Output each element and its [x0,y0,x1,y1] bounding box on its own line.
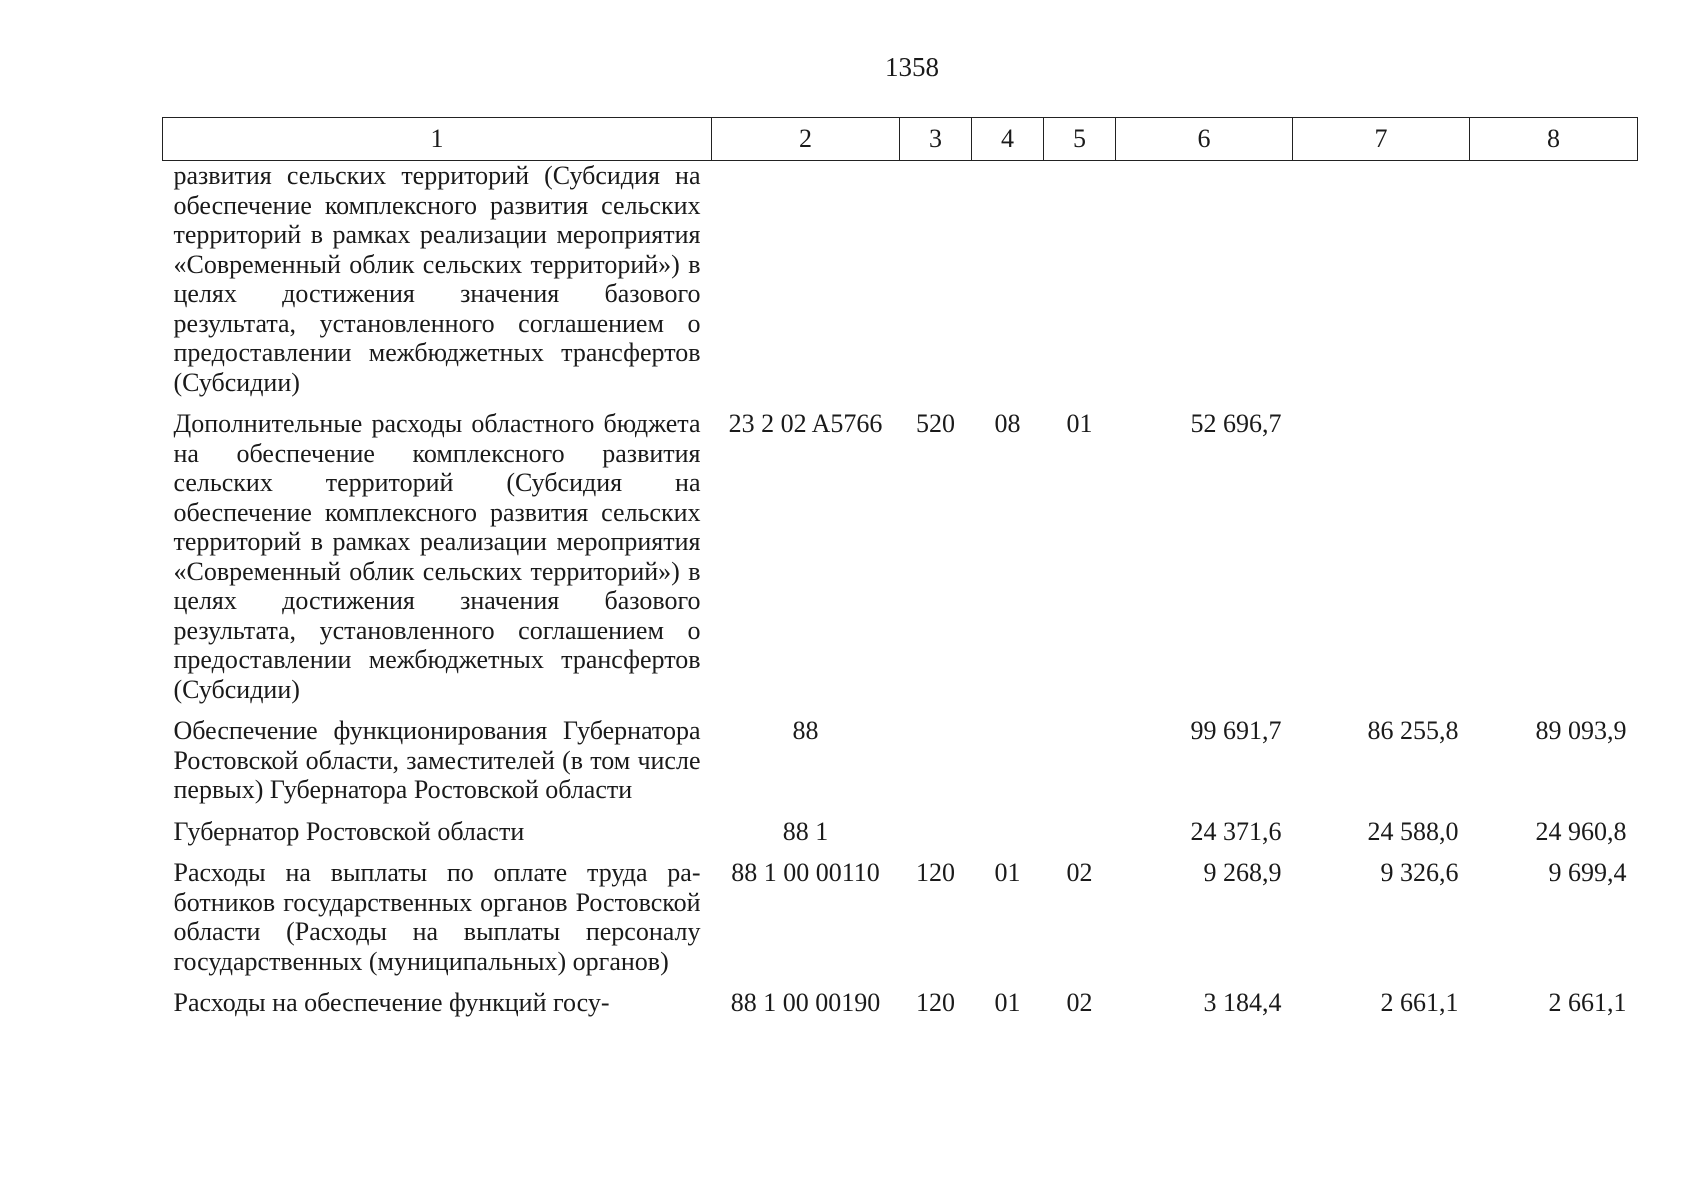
row-amount-col7: 9 326,6 [1380,858,1459,887]
row-amount-col7: 24 588,0 [1367,816,1459,846]
table-body [163,161,1638,1030]
row-amount-col7: 2 661,1 [1380,988,1459,1017]
row-amount-col8: 89 093,9 [1535,716,1627,745]
row-section: 01 [994,858,1021,887]
row-subsection: 02 [1066,858,1093,887]
row-amount-col7 [1293,409,1470,716]
column-header: 1 [163,118,712,161]
row-description: Расходы на обеспечение функций госу- [173,988,610,1017]
row-section [972,817,1044,859]
row-amount-col7 [1293,161,1470,410]
row-description: Губернатор Ростовской области [173,816,525,846]
table-row [163,716,1638,817]
row-amount-col6 [1116,161,1293,410]
row-description: Дополнительные расходы областного бюджета на обеспечение комплексного развития сельских территорий (Субсидия на обеспечение комплексного развития сельских территорий в рамках реализации мероприятия «Современный облик сельских территорий») в целях достижения значения базового результата, установленного соглашением о предоставлении межбюджетных трансфертов (Субсидии) [173,409,701,704]
row-subsection [1044,817,1116,859]
row-section [972,161,1044,410]
row-expense-type [900,817,972,859]
column-header: 2 [712,118,900,161]
row-target-code: 88 1 00 00190 [730,988,881,1017]
row-amount-col6: 99 691,7 [1190,716,1282,745]
row-expense-type [900,161,972,410]
budget-table [162,117,1638,1030]
row-target-code: 88 [792,716,819,745]
row-amount-col8: 24 960,8 [1535,816,1627,846]
row-section [972,716,1044,817]
table-row [163,817,1638,859]
table-row [163,988,1638,1030]
row-description: Расходы на выплаты по оплате труда работников государственных органов Ростовской области (Расходы на выплаты персоналу государственных (муниципальных) органов) [173,858,701,976]
row-amount-col6: 9 268,9 [1203,858,1282,887]
page-number: 1358 [885,52,939,82]
row-subsection: 02 [1066,988,1093,1017]
row-expense-type [900,716,972,817]
column-header: 5 [1044,118,1116,161]
row-target-code: 23 2 02 A5766 [728,409,883,438]
row-description: развития сельских территорий (Субсидия на обеспечение комплексного развития сельских территорий в рамках реализации мероприятия «Современный облик сельских территорий») в целях достижения значения базового результата, установленного соглашением о предоставлении межбюджетных трансфертов (Субсидии) [173,161,701,397]
row-description: Обеспечение функционирования Губернатора Ростовской области, заместителей (в том числе первых) Губернатора Ростовской области [173,716,701,804]
row-expense-type: 520 [916,409,955,438]
row-target-code: 88 1 00 00110 [731,858,880,887]
row-target-code [712,161,900,410]
row-amount-col8: 9 699,4 [1548,858,1627,887]
row-amount-col6: 24 371,6 [1190,816,1282,846]
table-header-row [163,118,1638,161]
row-amount-col8 [1470,409,1638,716]
table-row [163,409,1638,716]
column-header: 4 [972,118,1044,161]
row-expense-type: 120 [916,858,955,887]
row-amount-col8 [1470,161,1638,410]
row-amount-col6: 52 696,7 [1190,409,1282,438]
row-section: 08 [994,409,1021,438]
row-subsection: 01 [1066,409,1093,438]
column-header: 3 [900,118,972,161]
row-amount-col7: 86 255,8 [1367,716,1459,745]
row-expense-type: 120 [916,988,955,1017]
row-amount-col6: 3 184,4 [1203,988,1282,1017]
row-target-code: 88 1 [782,816,829,846]
column-header: 7 [1293,118,1470,161]
row-section: 01 [994,988,1021,1017]
row-subsection [1044,161,1116,410]
table-row [163,161,1638,410]
row-subsection [1044,716,1116,817]
column-header: 6 [1116,118,1293,161]
row-amount-col8: 2 661,1 [1548,988,1627,1017]
table-row [163,858,1638,988]
column-header: 8 [1470,118,1638,161]
